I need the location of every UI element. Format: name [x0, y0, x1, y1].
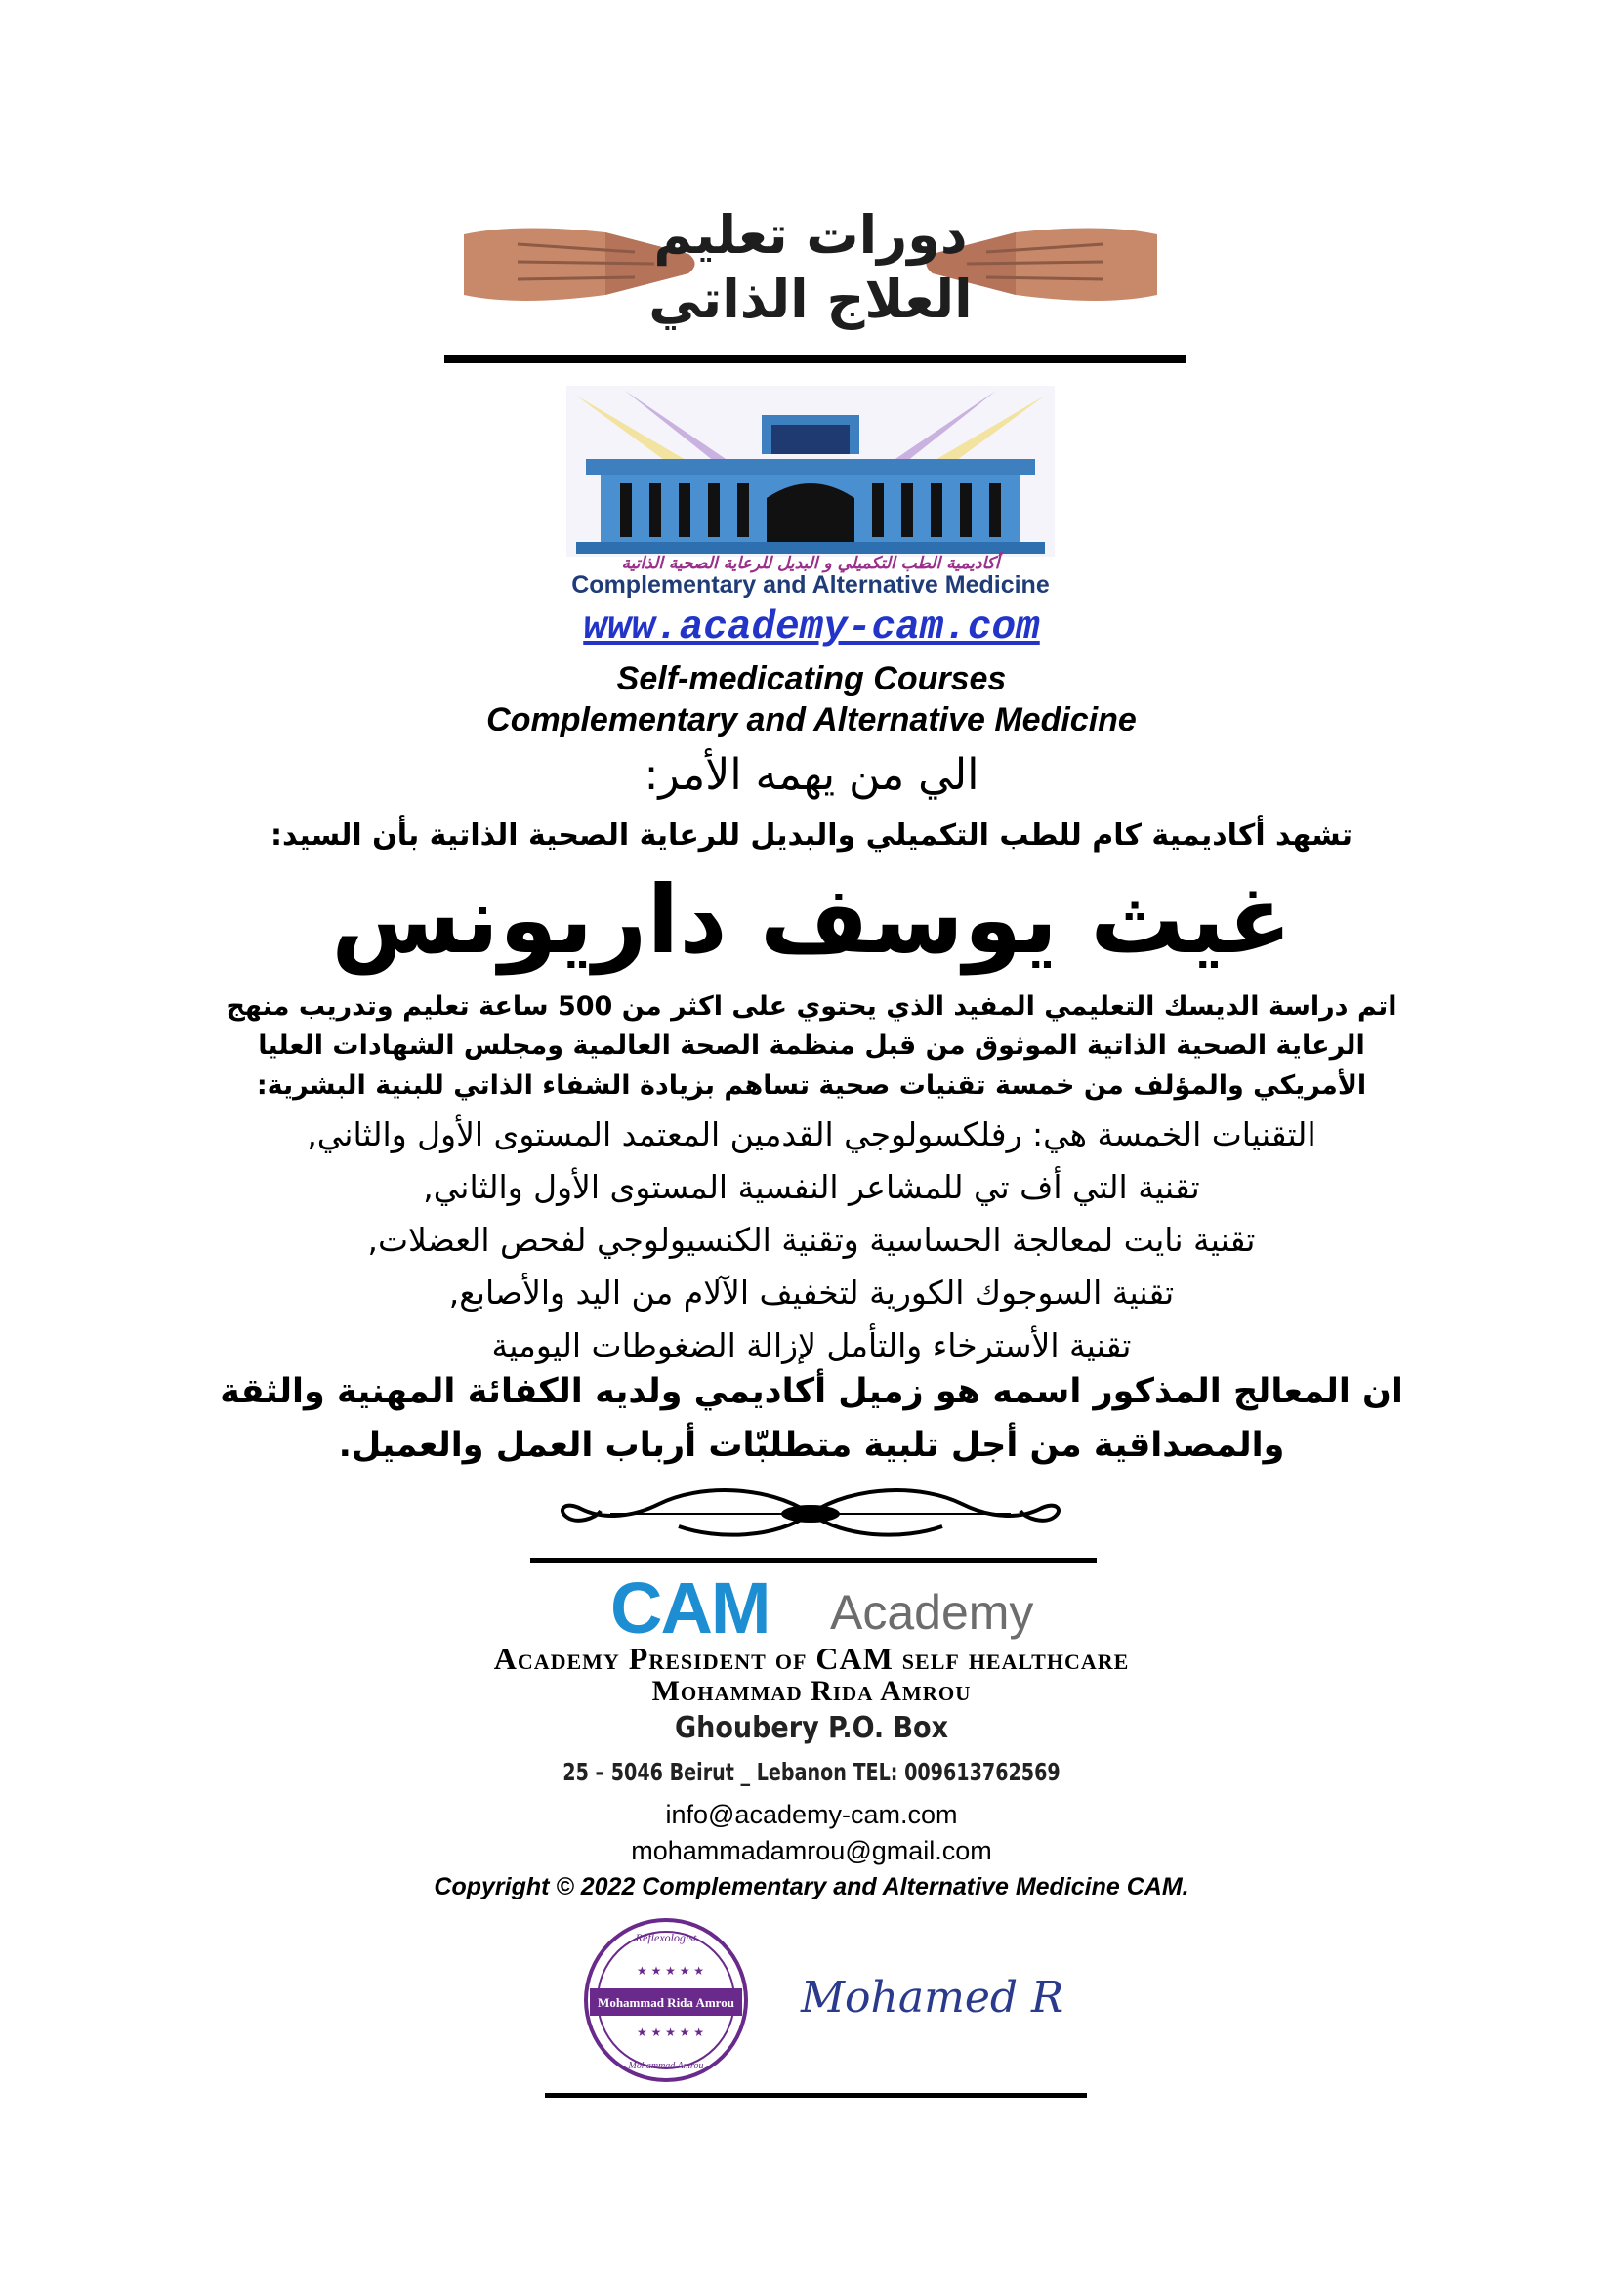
banner-line-1: دورات تعليم	[653, 204, 968, 266]
subtitle-line-2: Complementary and Alternative Medicine	[486, 701, 1137, 738]
academy-logo	[566, 386, 1055, 605]
stamp-bottom-text: Mohammad Amrou	[628, 2061, 704, 2071]
salutation: الي من يهمه الأمر:	[644, 750, 979, 800]
technique-line-4: تقنية السوجوك الكورية لتخفيف الآلام من اليد والأصابع,	[448, 1273, 1175, 1312]
signature-image	[791, 1963, 1084, 2031]
address-phone: 25 – 5046 Beirut _ Lebanon TEL: 009613762569	[562, 1758, 1061, 1786]
body-line-1: اتم دراسة الديسك التعليمي المفيد الذي يحتوي على اكثر من 500 ساعة تعليم وتدريب منهج	[226, 991, 1397, 1022]
stamp-top-text: Reflexologist	[635, 1931, 697, 1944]
cam-academy-logo	[610, 1567, 1034, 1649]
academy-logo-text: Academy	[830, 1585, 1034, 1640]
official-stamp	[568, 1914, 764, 2085]
closing-line-1: ان المعالج المذكور اسمه هو زميل أكاديمي ولديه الكفائة المهنية والثقة	[220, 1372, 1403, 1411]
recipient-name: غيث يوسف داريونس	[331, 865, 1292, 975]
closing-line-2: والمصداقية من أجل تلبية متطلبّات أرباب العمل والعميل.	[338, 1426, 1285, 1465]
bottom-divider	[545, 2093, 1087, 2098]
technique-line-1: التقنيات الخمسة هي: رفلكسولوجي القدمين المعتمد المستوى الأول والثاني,	[307, 1115, 1316, 1153]
email-personal[interactable]: mohammadamrou@gmail.com	[631, 1836, 992, 1865]
stamp-stars-icon: ★ ★ ★ ★ ★	[637, 1964, 705, 1978]
president-title: Academy President of CAM self healthcare	[493, 1641, 1130, 1676]
po-box: Ghoubery P.O. Box	[674, 1711, 949, 1745]
certification-statement: تشهد أكاديمية كام للطب التكميلي والبديل للرعاية الصحية الذاتية بأن السيد:	[270, 818, 1352, 853]
course-banner	[459, 186, 1162, 352]
stamp-name: Mohammad Rida Amrou	[598, 1995, 734, 2010]
header-divider	[444, 355, 1186, 363]
banner-title	[625, 203, 996, 332]
copyright-notice: Copyright © 2022 Complementary and Alternative Medicine CAM.	[434, 1873, 1189, 1900]
banner-line-2: العلاج الذاتي	[648, 269, 973, 330]
body-line-2: الرعاية الصحية الذاتية الموثوق من قبل منظمة الصحة العالمية ومجلس الشهادات العليا	[258, 1030, 1365, 1061]
signature-text: Mohamed R	[801, 1973, 1064, 2023]
footer-divider	[530, 1558, 1097, 1563]
president-name: Mohammad Rida Amrou	[651, 1675, 972, 1707]
technique-line-3: تقنية نايت لمعالجة الحساسية وتقنية الكنسيولوجي لفحص العضلات,	[367, 1221, 1256, 1259]
subtitle-line-1: Self-medicating Courses	[616, 660, 1007, 697]
technique-line-5: تقنية الأسترخاء والتأمل لإزالة الضغوطات اليومية	[491, 1326, 1132, 1364]
website-link[interactable]: www.academy-cam.com	[583, 605, 1040, 650]
academy-logo-arabic: أكاديمية الطب التكميلي و البديل للرعاية الصحية الذاتية	[621, 554, 1000, 573]
technique-line-2: تقنية التي أف تي للمشاعر النفسية المستوى الأول والثاني,	[423, 1168, 1200, 1206]
cam-logo-text: CAM	[610, 1567, 770, 1649]
stamp-stars-bottom-icon: ★ ★ ★ ★ ★	[637, 2025, 705, 2039]
academy-building-icon	[566, 386, 1055, 557]
email-info[interactable]: info@academy-cam.com	[665, 1800, 958, 1829]
ornament-divider-icon	[542, 1480, 1079, 1548]
body-line-3: الأمريكي والمؤلف من خمسة تقنيات صحية تساهم بزيادة الشفاء الذاتي للبنية البشرية:	[256, 1070, 1367, 1101]
academy-logo-english: Complementary and Alternative Medicine	[571, 571, 1050, 599]
